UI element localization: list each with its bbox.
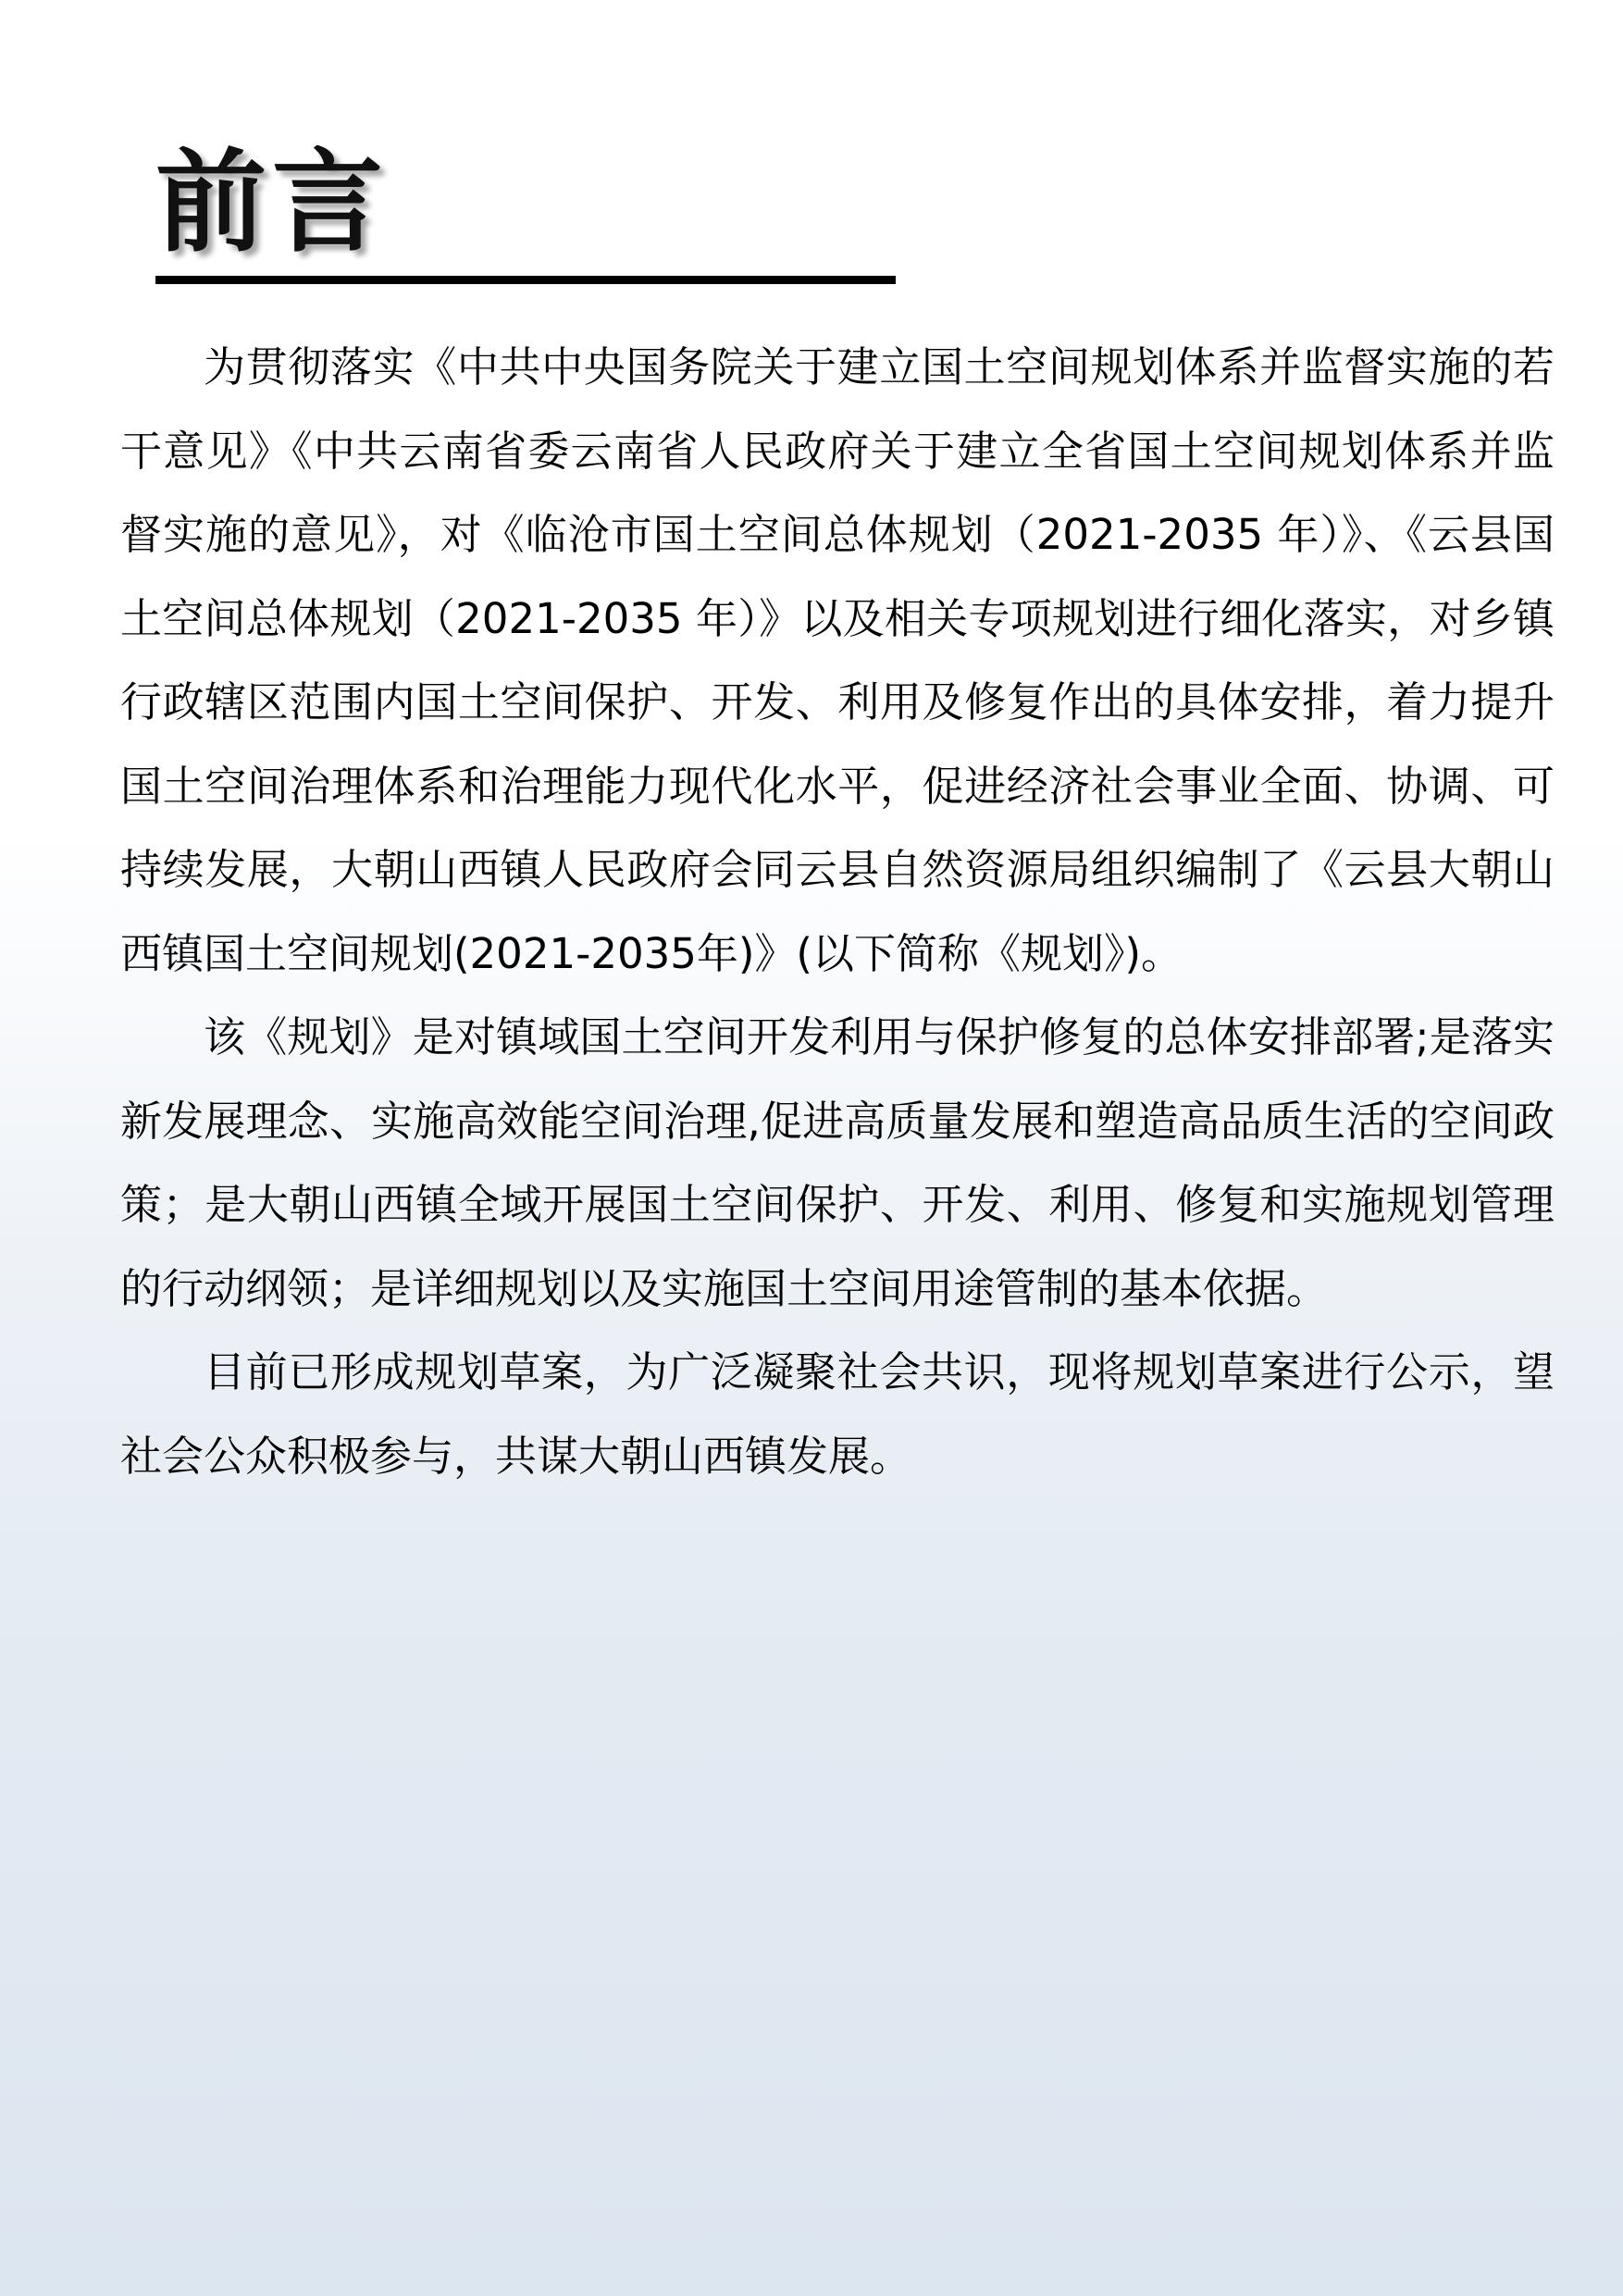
title-underline — [155, 276, 896, 284]
page-title: 前言 — [155, 139, 389, 267]
body-text — [120, 326, 1555, 1498]
paragraph-1: 为贯彻落实《中共中央国务院关于建立国土空间规划体系并监督实施的若干意见》《中共云南省委云南省人民政府关于建立全省国土空间规划体系并监督实施的意见》，对《临沧市国土空间总体规划（2021-2035 年）》、《云县国土空间总体规划（2021-2035 年）》以及相关专项规划进行细化落实，对乡镇行政辖区范围内国土空间保护、开发、利用及修复作出的具体安排，着力提升国土空间治理体系和治理能力现代化水平，促进经济社会事业全面、协调、可持续发展，大朝山西镇人民政府会同云县自然资源局组织编制了《云县大朝山西镇国土空间规划(2021-2035年)》(以下简称《规划》)。 — [120, 342, 1555, 978]
paragraph-2: 该《规划》是对镇域国土空间开发利用与保护修复的总体安排部署;是落实新发展理念、实施高效能空间治理,促进高质量发展和塑造高品质生活的空间政策；是大朝山西镇全域开展国土空间保护、开发、利用、修复和实施规划管理的行动纲领；是详细规划以及实施国土空间用途管制的基本依据。 — [120, 1012, 1555, 1313]
paragraph-3: 目前已形成规划草案，为广泛凝聚社会共识，现将规划草案进行公示，望社会公众积极参与，共谋大朝山西镇发展。 — [120, 1347, 1555, 1481]
